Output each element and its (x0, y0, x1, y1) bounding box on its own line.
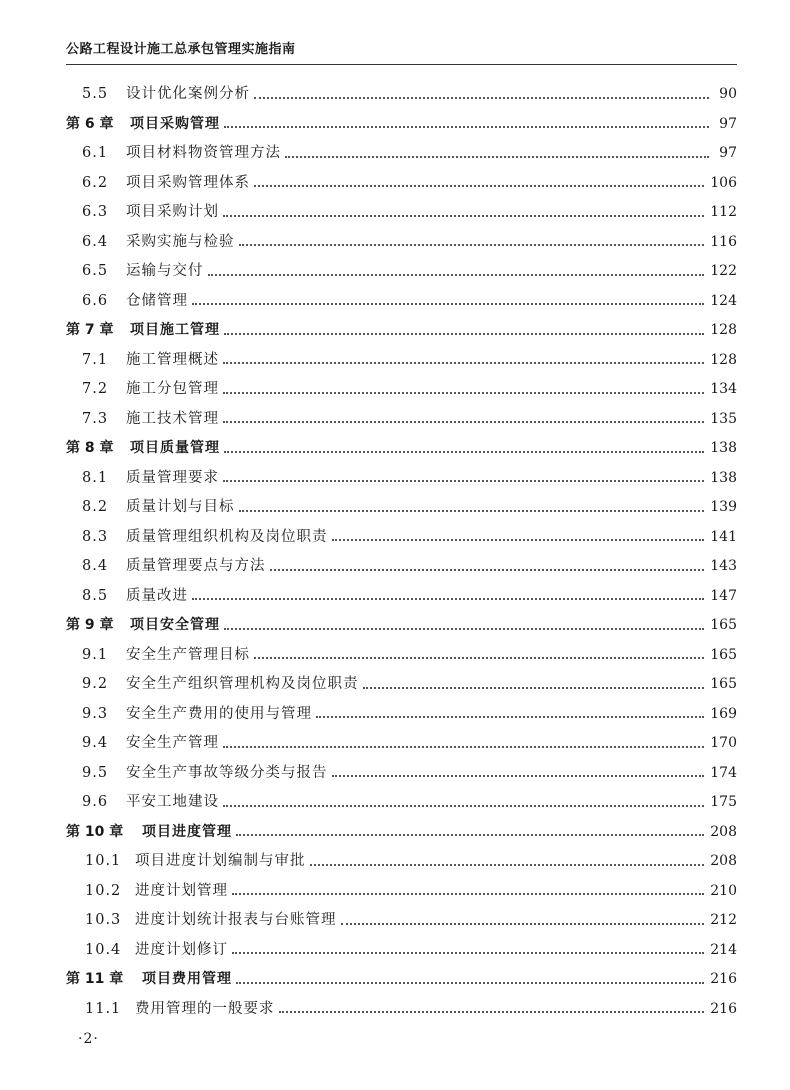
toc-section-entry[interactable] (66, 700, 737, 730)
toc-section-entry[interactable] (66, 936, 737, 966)
dot-leader (223, 480, 704, 482)
section-number: 8.2 (82, 499, 109, 515)
page-reference: 175 (710, 794, 737, 810)
section-number: 6.5 (82, 263, 109, 279)
page-number: ·2· (78, 1031, 99, 1047)
section-title: 安全生产管理目标 (126, 646, 250, 663)
page-reference: 141 (710, 528, 737, 545)
toc-chapter-entry[interactable] (66, 434, 737, 464)
section-title: 质量管理要点与方法 (126, 558, 266, 574)
page-reference: 122 (710, 263, 737, 279)
section-number: 9.5 (82, 764, 109, 781)
toc-section-entry[interactable] (66, 493, 737, 523)
section-number: 7.3 (82, 410, 109, 427)
dot-leader (192, 303, 704, 305)
toc-section-entry[interactable] (66, 464, 737, 494)
chapter-title: 项目施工管理 (130, 322, 220, 338)
toc-section-entry[interactable] (66, 552, 737, 582)
page-reference: 106 (710, 174, 737, 191)
dot-leader (208, 274, 705, 276)
chapter-number: 第 9 章 (66, 617, 114, 633)
page-reference: 138 (710, 469, 737, 486)
dot-leader (270, 569, 705, 571)
section-title: 质量管理组织机构及岗位职责 (126, 528, 328, 545)
section-number: 6.1 (82, 145, 109, 161)
toc-section-entry[interactable] (66, 759, 737, 789)
section-number: 8.4 (82, 558, 109, 574)
toc-section-entry[interactable] (66, 788, 737, 818)
section-title: 设计优化案例分析 (126, 86, 250, 102)
section-number: 6.2 (82, 174, 109, 191)
section-number: 10.2 (85, 882, 122, 899)
toc-section-entry[interactable] (66, 523, 737, 553)
section-number: 9.2 (82, 676, 109, 692)
header-rule (66, 64, 737, 65)
toc-section-entry[interactable] (66, 257, 737, 287)
page-reference: 208 (710, 823, 737, 840)
section-number: 5.5 (82, 86, 109, 102)
dot-leader (224, 333, 704, 335)
page-reference: 97 (719, 145, 737, 161)
chapter-number: 第 11 章 (66, 971, 124, 987)
section-title: 运输与交付 (126, 263, 204, 279)
chapter-number: 第 6 章 (66, 115, 114, 132)
section-title: 进度计划修订 (135, 941, 228, 958)
dot-leader (223, 746, 704, 748)
dot-leader (254, 97, 709, 99)
chapter-title: 项目质量管理 (130, 440, 220, 456)
section-number: 6.4 (82, 233, 109, 250)
page-reference: 147 (710, 587, 737, 604)
section-number: 6.6 (82, 292, 109, 309)
dot-leader (310, 864, 705, 866)
section-title: 安全生产事故等级分类与报告 (126, 764, 328, 781)
section-number: 10.4 (85, 941, 122, 958)
running-header-title: 公路工程设计施工总承包管理实施指南 (66, 42, 296, 57)
dot-leader (223, 805, 704, 807)
dot-leader (224, 628, 704, 630)
dot-leader (239, 244, 705, 246)
section-title: 项目采购计划 (126, 204, 219, 220)
toc-chapter-entry[interactable] (66, 611, 737, 641)
page-reference: 135 (710, 410, 737, 427)
page-reference: 169 (710, 705, 737, 722)
dot-leader (223, 362, 704, 364)
section-number: 10.1 (85, 853, 122, 869)
dot-leader (254, 185, 704, 187)
toc-section-entry[interactable] (66, 670, 737, 700)
dot-leader (223, 215, 704, 217)
chapter-number: 第 10 章 (66, 823, 124, 840)
page-reference: 143 (710, 558, 737, 574)
chapter-title: 项目采购管理 (130, 115, 220, 132)
toc-section-entry[interactable] (66, 995, 737, 1025)
toc-section-entry[interactable] (66, 228, 737, 258)
page-reference: 165 (710, 617, 737, 633)
section-title: 项目采购管理体系 (126, 174, 250, 191)
section-title: 安全生产费用的使用与管理 (126, 705, 312, 722)
chapter-number: 第 7 章 (66, 322, 114, 338)
toc-section-entry[interactable] (66, 729, 737, 759)
page-reference: 170 (710, 735, 737, 751)
dot-leader (223, 392, 704, 394)
toc-section-entry[interactable] (66, 287, 737, 317)
toc-chapter-entry[interactable] (66, 965, 737, 995)
page-reference: 165 (710, 646, 737, 663)
section-number: 9.6 (82, 794, 109, 810)
page-reference: 124 (710, 292, 737, 309)
section-number: 9.1 (82, 646, 109, 663)
section-title: 质量计划与目标 (126, 499, 235, 515)
dot-leader (341, 923, 705, 925)
toc-chapter-entry[interactable] (66, 316, 737, 346)
dot-leader (279, 1011, 705, 1013)
page-reference: 90 (719, 86, 737, 102)
section-title: 安全生产管理 (126, 735, 219, 751)
dot-leader (239, 510, 705, 512)
toc-section-entry[interactable] (66, 139, 737, 169)
section-title: 施工管理概述 (126, 351, 219, 368)
dot-leader (236, 834, 704, 836)
dot-leader (316, 716, 704, 718)
toc-section-entry[interactable] (66, 877, 737, 907)
chapter-title: 项目进度管理 (142, 823, 232, 840)
table-of-contents (66, 80, 737, 1024)
toc-section-entry[interactable] (66, 641, 737, 671)
dot-leader (332, 775, 705, 777)
toc-section-entry[interactable] (66, 80, 737, 110)
dot-leader (236, 982, 704, 984)
section-number: 8.3 (82, 528, 109, 545)
dot-leader (332, 539, 705, 541)
dot-leader (254, 657, 704, 659)
toc-section-entry[interactable] (66, 582, 737, 612)
section-number: 8.1 (82, 469, 109, 486)
section-title: 费用管理的一般要求 (135, 1000, 275, 1017)
toc-section-entry[interactable] (66, 346, 737, 376)
section-title: 安全生产组织管理机构及岗位职责 (126, 676, 359, 692)
toc-section-entry[interactable] (66, 198, 737, 228)
section-title: 施工分包管理 (126, 381, 219, 397)
section-title: 进度计划统计报表与台账管理 (135, 912, 337, 928)
dot-leader (363, 687, 705, 689)
page-reference: 128 (710, 351, 737, 368)
page-reference: 138 (710, 440, 737, 456)
toc-chapter-entry[interactable] (66, 818, 737, 848)
page-reference: 212 (710, 912, 737, 928)
section-title: 仓储管理 (126, 292, 188, 309)
section-title: 施工技术管理 (126, 410, 219, 427)
section-number: 8.5 (82, 587, 109, 604)
page-reference: 128 (710, 322, 737, 338)
dot-leader (232, 893, 704, 895)
page-reference: 216 (710, 1000, 737, 1017)
section-title: 项目进度计划编制与审批 (135, 853, 306, 869)
dot-leader (223, 421, 704, 423)
toc-section-entry[interactable] (66, 405, 737, 435)
section-title: 项目材料物资管理方法 (126, 145, 281, 161)
section-title: 采购实施与检验 (126, 233, 235, 250)
chapter-number: 第 8 章 (66, 440, 114, 456)
section-number: 11.1 (85, 1000, 122, 1017)
page-reference: 139 (710, 499, 737, 515)
section-number: 7.1 (82, 351, 109, 368)
page-reference: 97 (719, 115, 737, 132)
toc-section-entry[interactable] (66, 906, 737, 936)
page-reference: 165 (710, 676, 737, 692)
chapter-title: 项目费用管理 (142, 971, 232, 987)
page-reference: 116 (710, 233, 737, 250)
page-reference: 112 (710, 204, 737, 220)
dot-leader (224, 126, 709, 128)
toc-chapter-entry[interactable] (66, 110, 737, 140)
toc-section-entry[interactable] (66, 169, 737, 199)
toc-section-entry[interactable] (66, 847, 737, 877)
section-number: 7.2 (82, 381, 109, 397)
dot-leader (285, 156, 709, 158)
section-title: 平安工地建设 (126, 794, 219, 810)
dot-leader (232, 952, 704, 954)
section-title: 质量改进 (126, 587, 188, 604)
section-title: 质量管理要求 (126, 469, 219, 486)
dot-leader (192, 598, 704, 600)
page-reference: 216 (710, 971, 737, 987)
page-reference: 208 (710, 853, 737, 869)
section-number: 6.3 (82, 204, 109, 220)
page-reference: 174 (710, 764, 737, 781)
section-number: 10.3 (85, 912, 122, 928)
chapter-title: 项目安全管理 (130, 617, 220, 633)
page-reference: 134 (710, 381, 737, 397)
toc-section-entry[interactable] (66, 375, 737, 405)
section-number: 9.4 (82, 735, 109, 751)
dot-leader (224, 451, 704, 453)
page-reference: 214 (710, 941, 737, 958)
section-title: 进度计划管理 (135, 882, 228, 899)
page-reference: 210 (710, 882, 737, 899)
section-number: 9.3 (82, 705, 109, 722)
